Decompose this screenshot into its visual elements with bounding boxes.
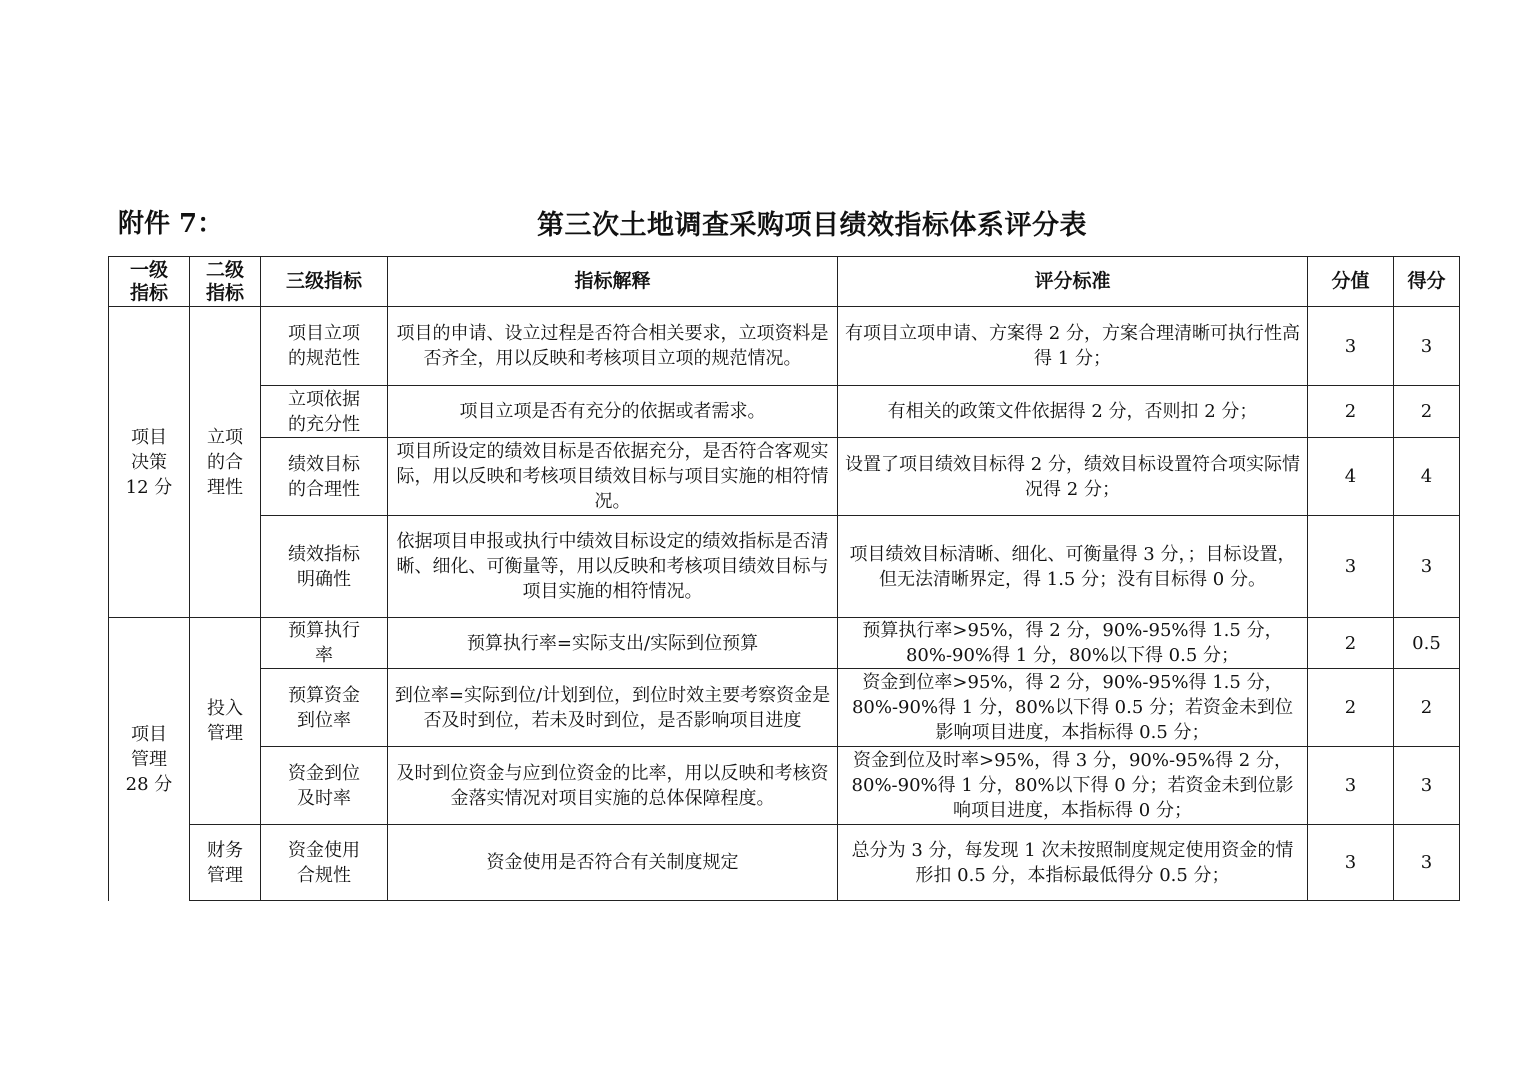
score-obtained: 3 <box>1394 516 1460 618</box>
score-obtained: 3 <box>1394 747 1460 825</box>
indicator-explanation: 项目所设定的绩效目标是否依据充分，是否符合客观实际，用以反映和考核项目绩效目标与项目实施的相符情况。 <box>388 438 838 516</box>
scoring-criteria: 项目绩效目标清晰、细化、可衡量得 3 分，；目标设置，但无法清晰界定，得 1.5 分；没有目标得 0 分。 <box>838 516 1308 618</box>
col-header-level1: 一级 指标 <box>109 257 190 307</box>
scoring-criteria: 预算执行率>95%，得 2 分，90%-95%得 1.5 分，80%-90%得 1 分，80%以下得 0.5 分； <box>838 618 1308 669</box>
indicator-explanation: 资金使用是否符合有关制度规定 <box>388 825 838 901</box>
indicator-explanation: 项目的申请、设立过程是否符合相关要求，立项资料是否齐全，用以反映和考核项目立项的规范情况。 <box>388 307 838 386</box>
scoring-criteria: 有项目立项申请、方案得 2 分，方案合理清晰可执行性高得 1 分； <box>838 307 1308 386</box>
score-obtained: 2 <box>1394 386 1460 438</box>
score-obtained: 3 <box>1394 307 1460 386</box>
scoring-criteria: 资金到位及时率>95%，得 3 分，90%-95%得 2 分，80%-90%得 1 分，80%以下得 0 分；若资金未到位影响项目进度，本指标得 0 分； <box>838 747 1308 825</box>
score-obtained: 0.5 <box>1394 618 1460 669</box>
indicator-explanation: 依据项目申报或执行中绩效目标设定的绩效指标是否清晰、细化、可衡量等，用以反映和考核项目绩效目标与项目实施的相符情况。 <box>388 516 838 618</box>
scoring-criteria: 总分为 3 分，每发现 1 次未按照制度规定使用资金的情形扣 0.5 分，本指标最低得分 0.5 分； <box>838 825 1308 901</box>
page-title: 第三次土地调查采购项目绩效指标体系评分表 <box>537 210 1087 241</box>
level3-indicator: 资金使用 合规性 <box>261 825 388 901</box>
col-header-score: 得分 <box>1394 257 1460 307</box>
level3-indicator: 预算资金 到位率 <box>261 669 388 747</box>
level3-indicator: 项目立项 的规范性 <box>261 307 388 386</box>
col-header-value: 分值 <box>1308 257 1394 307</box>
score-value: 3 <box>1308 516 1394 618</box>
score-value: 4 <box>1308 438 1394 516</box>
col-header-criteria: 评分标准 <box>838 257 1308 307</box>
table-row <box>109 747 1460 825</box>
level3-indicator: 绩效目标 的合理性 <box>261 438 388 516</box>
indicator-explanation: 到位率=实际到位/计划到位，到位时效主要考察资金是否及时到位，若未及时到位，是否影响项目进度 <box>388 669 838 747</box>
col-header-explain: 指标解释 <box>388 257 838 307</box>
table-row <box>109 516 1460 618</box>
indicator-explanation: 及时到位资金与应到位资金的比率，用以反映和考核资金落实情况对项目实施的总体保障程度。 <box>388 747 838 825</box>
level1-indicator: 项目 决策 12 分 <box>109 307 190 618</box>
level2-indicator: 财务 管理 <box>190 825 261 901</box>
score-value: 3 <box>1308 307 1394 386</box>
indicator-explanation: 项目立项是否有充分的依据或者需求。 <box>388 386 838 438</box>
scoring-criteria: 有相关的政策文件依据得 2 分，否则扣 2 分； <box>838 386 1308 438</box>
score-value: 3 <box>1308 825 1394 901</box>
table-row <box>109 669 1460 747</box>
level3-indicator: 绩效指标 明确性 <box>261 516 388 618</box>
score-value: 3 <box>1308 747 1394 825</box>
score-obtained: 4 <box>1394 438 1460 516</box>
level2-indicator: 立项 的合 理性 <box>190 307 261 618</box>
table-row <box>109 386 1460 438</box>
indicator-explanation: 预算执行率=实际支出/实际到位预算 <box>388 618 838 669</box>
score-table <box>108 256 1460 901</box>
score-value: 2 <box>1308 669 1394 747</box>
table-row <box>109 825 1460 901</box>
level2-indicator: 投入 管理 <box>190 618 261 825</box>
col-header-level3: 三级指标 <box>261 257 388 307</box>
level3-indicator: 预算执行 率 <box>261 618 388 669</box>
level1-indicator: 项目 管理 28 分 <box>109 618 190 901</box>
score-obtained: 3 <box>1394 825 1460 901</box>
level3-indicator: 立项依据 的充分性 <box>261 386 388 438</box>
score-value: 2 <box>1308 618 1394 669</box>
col-header-level2: 二级 指标 <box>190 257 261 307</box>
score-obtained: 2 <box>1394 669 1460 747</box>
table-row <box>109 307 1460 386</box>
scoring-criteria: 设置了项目绩效目标得 2 分，绩效目标设置符合项实际情况得 2 分； <box>838 438 1308 516</box>
level3-indicator: 资金到位 及时率 <box>261 747 388 825</box>
scoring-criteria: 资金到位率>95%，得 2 分，90%-95%得 1.5 分，80%-90%得 1 分，80%以下得 0.5 分；若资金未到位影响项目进度，本指标得 0.5 分； <box>838 669 1308 747</box>
attachment-label: 附件 7： <box>118 209 224 239</box>
header-row <box>109 257 1460 307</box>
score-value: 2 <box>1308 386 1394 438</box>
table-row <box>109 438 1460 516</box>
table-row <box>109 618 1460 669</box>
